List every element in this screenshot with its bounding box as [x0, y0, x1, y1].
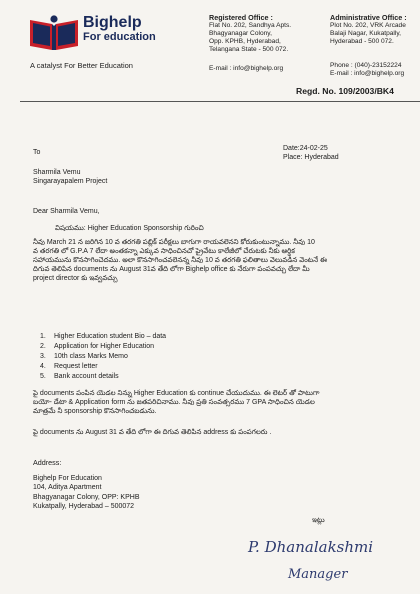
administrative-office-email: E-mail : info@bighelp.org: [330, 70, 405, 77]
paragraph-line: బయో- డేటా & Application form ను జతపరిచినాము. నీవు ప్రతి సంవత్సరము 7 GPA సాధించిన యెడల: [33, 399, 315, 406]
list-item: [40, 332, 166, 342]
paragraph-line: సహాయమును కొనసాగించెదము. అలా కొనసాగించవలెనన్న నీవు 10 వ తరగతి ఫలితాలు వెలువడిన వెంటనే ఈ: [33, 257, 328, 264]
to-label: To: [33, 149, 41, 156]
paragraph-3: పై documents ను August 31 వ తేది లోగా ఈ దిగువ తెలిపిన address కు పంపగలరు .: [33, 429, 272, 436]
list-item: [40, 352, 166, 362]
list-item: [40, 362, 166, 372]
paragraph-line: మాత్రమే నీ sponsorship కొనసాగించబడును.: [33, 408, 157, 415]
list-item: [40, 372, 166, 382]
list-number: 4.: [40, 363, 46, 370]
administrative-office: [330, 14, 420, 46]
administrative-office-contact: [330, 62, 420, 78]
list-number: 3.: [40, 353, 46, 360]
recipient: [33, 168, 107, 186]
list-number: 2.: [40, 343, 46, 350]
list-text: Bank account details: [54, 373, 119, 380]
address-block: [33, 474, 139, 512]
list-text: Application for Higher Education: [54, 343, 155, 350]
registration-number: Regd. No. 109/2003/BK4: [296, 86, 394, 96]
registered-office-heading: Registered Office :: [209, 13, 273, 22]
date-place: [283, 144, 339, 162]
phone-number: Phone : (040)-23152224: [330, 62, 402, 69]
paragraph-line: project director కు ఇవ్వవచ్చు: [33, 275, 118, 282]
address-line: Bhagyanagar Colony, OPP: KPHB: [33, 493, 140, 501]
administrative-office-line: Hyderabad - 500 072.: [330, 38, 394, 45]
subject-line: విషయము: Higher Education Sponsorship గురించి: [55, 225, 204, 232]
salutation: Dear Sharmila Vemu,: [33, 208, 100, 215]
address-line: Bighelp For Education: [33, 475, 102, 482]
brand-subtitle: For education: [83, 31, 156, 43]
list-text: 10th class Marks Memo: [54, 353, 128, 360]
registered-office-line: Telangana State - 500 072.: [209, 46, 289, 53]
signature-name: P. Dhanalakshmi: [248, 538, 374, 556]
administrative-office-line: Plot No. 202, VRK Arcade: [330, 22, 406, 29]
list-number: 1.: [40, 333, 46, 340]
tagline: A catalyst For Better Education: [30, 61, 133, 70]
administrative-office-line: Balaji Nagar, Kukatpally,: [330, 30, 401, 37]
list-text: Request letter: [54, 363, 98, 370]
registered-office-line: Flat No. 202, Sandhya Apts.: [209, 22, 292, 29]
paragraph-line: దిగువ తెలిపిన documents ను August 31వ తేది లోగా Bighelp office కు నేరుగా పంపవచ్చు లేదా మీ: [33, 266, 310, 273]
list-number: 5.: [40, 373, 46, 380]
paragraph-line: నీవు March 21 న జరిగిన 10 వ తరగతి పబ్లిక్ పరీక్షలు బాగుగా రాయవలెనని కోరుకుంటున్నాము. నీవు 10: [33, 239, 315, 246]
registered-office: [209, 14, 329, 54]
registered-office-line: Opp. KPHB, Hyderabad,: [209, 38, 281, 45]
brand-name: Bighelp: [83, 14, 142, 31]
documents-list: [40, 332, 166, 382]
paragraph-2: [33, 389, 405, 416]
header-divider: [20, 101, 420, 102]
closing-yours: ఇట్లు: [312, 517, 325, 524]
administrative-office-heading: Administrative Office :: [330, 14, 407, 22]
registered-office-line: Bhagyanagar Colony,: [209, 30, 272, 37]
letter-date: Date:24-02-25: [283, 145, 328, 152]
address-heading: Address:: [33, 458, 62, 467]
signature-title: Manager: [288, 567, 348, 582]
handwritten-signature: [246, 530, 406, 586]
paragraph-line: పై documents పంపిన యెడల నిన్ను Higher Education కు continue చేయుదుము. ఈ లెటర్ తో పాటుగా: [33, 390, 320, 397]
paragraph-line: వ తరగతి లో G.P.A 7 లేదా అంతకన్నా ఎక్కువ సాధించినచో ప్రైవేటు కాలేజీలో చేరుటకు నీకు ఆర్థిక: [33, 248, 295, 255]
recipient-name: Sharmila Vemu: [33, 169, 81, 176]
paragraph-1: [33, 238, 405, 283]
recipient-project: Singarayapalem Project: [33, 178, 108, 185]
registered-office-email: E-mail : info@bighelp.org: [209, 65, 284, 72]
address-line: Kukatpally, Hyderabad – 500072: [33, 503, 135, 511]
list-item: [40, 342, 166, 352]
address-line: 104, Aditya Apartment: [33, 484, 102, 492]
list-text: Higher Education student Bio – data: [54, 333, 167, 340]
brand: [83, 14, 156, 44]
open-book-logo-icon: [28, 14, 80, 52]
letter-place: Place: Hyderabad: [283, 154, 339, 161]
